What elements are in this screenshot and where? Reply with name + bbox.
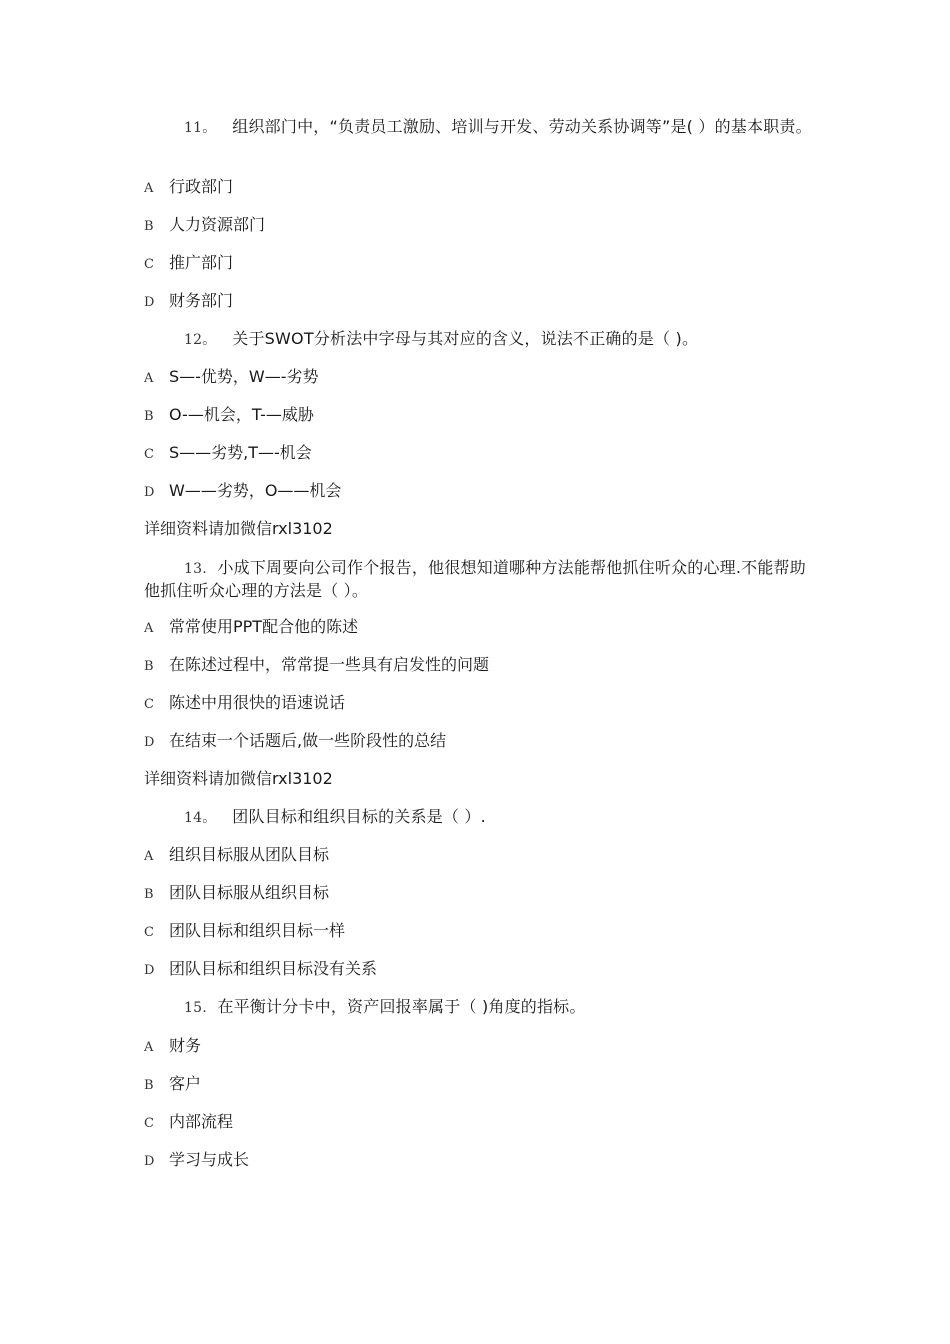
option-text: 客户 — [169, 1074, 202, 1093]
question-number: 13. — [184, 561, 207, 577]
option-text: S—-优势，W—-劣势 — [169, 367, 319, 386]
option-text: W——劣势，O——机会 — [169, 481, 342, 500]
contact-note: 详细资料请加微信rxl3102 — [144, 769, 333, 788]
option-text: 财务部门 — [169, 291, 234, 310]
option-b — [144, 882, 329, 906]
option-letter: C — [144, 697, 154, 712]
option-text: 在陈述过程中，常常提一些具有启发性的问题 — [169, 655, 490, 674]
question-text: 关于SWOT分析法中字母与其对应的含义，说法不正确的是（ )。 — [232, 329, 699, 348]
question-text: 小成下周要向公司作个报告，他很想知道哪种方法能帮他抓住听众的心理.不能帮助他抓住听众心理的方法是（ ）。 — [144, 558, 806, 600]
option-c — [144, 692, 345, 716]
option-text: 组织目标服从团队目标 — [169, 845, 330, 864]
question-number: 15. — [184, 1000, 207, 1016]
option-d — [144, 290, 233, 314]
option-letter: A — [144, 371, 154, 386]
contact-note: 详细资料请加微信rxl3102 — [144, 519, 333, 538]
question-number: 12。 — [184, 332, 217, 348]
option-text: 人力资源部门 — [169, 215, 266, 234]
option-letter: A — [144, 621, 154, 636]
option-text: 行政部门 — [169, 177, 234, 196]
option-text: 推广部门 — [169, 253, 234, 272]
option-d — [144, 1149, 249, 1173]
option-letter: C — [144, 257, 154, 272]
option-text: 团队目标和组织目标没有关系 — [169, 959, 378, 978]
question-13 — [144, 557, 814, 602]
option-text: 陈述中用很快的语速说话 — [169, 693, 346, 712]
option-letter: C — [144, 447, 154, 462]
option-c — [144, 252, 233, 276]
option-a — [144, 1035, 201, 1059]
option-c — [144, 442, 312, 466]
option-a — [144, 844, 329, 868]
option-letter: B — [144, 887, 154, 902]
option-d — [144, 958, 377, 982]
option-text: 在结束一个话题后,做一些阶段性的总结 — [169, 731, 447, 750]
option-letter: D — [144, 735, 155, 750]
option-letter: B — [144, 1078, 154, 1093]
option-letter: C — [144, 925, 154, 940]
option-b — [144, 654, 489, 678]
option-letter: D — [144, 295, 155, 310]
option-text: S——劣势,T—-机会 — [169, 443, 312, 462]
option-d — [144, 730, 446, 754]
option-text: O-—机会，T-—威胁 — [169, 405, 314, 424]
question-number: 11。 — [184, 120, 217, 136]
question-text: 在平衡计分卡中，资产回报率属于（ )角度的指标。 — [217, 997, 586, 1016]
option-text: 内部流程 — [169, 1112, 234, 1131]
question-15 — [144, 996, 814, 1019]
option-a — [144, 616, 358, 640]
option-text: 团队目标服从组织目标 — [169, 883, 330, 902]
option-c — [144, 1111, 233, 1135]
option-letter: D — [144, 1154, 155, 1169]
option-a — [144, 366, 319, 390]
option-letter: B — [144, 219, 154, 234]
option-letter: C — [144, 1116, 154, 1131]
option-letter: A — [144, 181, 154, 196]
question-11 — [144, 116, 814, 139]
option-letter: A — [144, 849, 154, 864]
question-14 — [144, 806, 814, 829]
option-b — [144, 214, 265, 238]
option-text: 财务 — [169, 1036, 202, 1055]
option-letter: D — [144, 485, 155, 500]
option-a — [144, 176, 233, 200]
question-12 — [144, 328, 814, 351]
question-text: 团队目标和组织目标的关系是（ ）. — [232, 807, 486, 826]
option-letter: B — [144, 659, 154, 674]
option-letter: D — [144, 963, 155, 978]
option-d — [144, 480, 341, 504]
option-letter: A — [144, 1040, 154, 1055]
question-number: 14。 — [184, 810, 217, 826]
option-text: 常常使用PPT配合他的陈述 — [169, 617, 359, 636]
option-text: 学习与成长 — [169, 1150, 250, 1169]
question-text: 组织部门中，“负责员工激励、培训与开发、劳动关系协调等”是( ）的基本职责。 — [232, 117, 812, 136]
option-b — [144, 404, 314, 428]
option-letter: B — [144, 409, 154, 424]
option-b — [144, 1073, 201, 1097]
option-c — [144, 920, 345, 944]
option-text: 团队目标和组织目标一样 — [169, 921, 346, 940]
